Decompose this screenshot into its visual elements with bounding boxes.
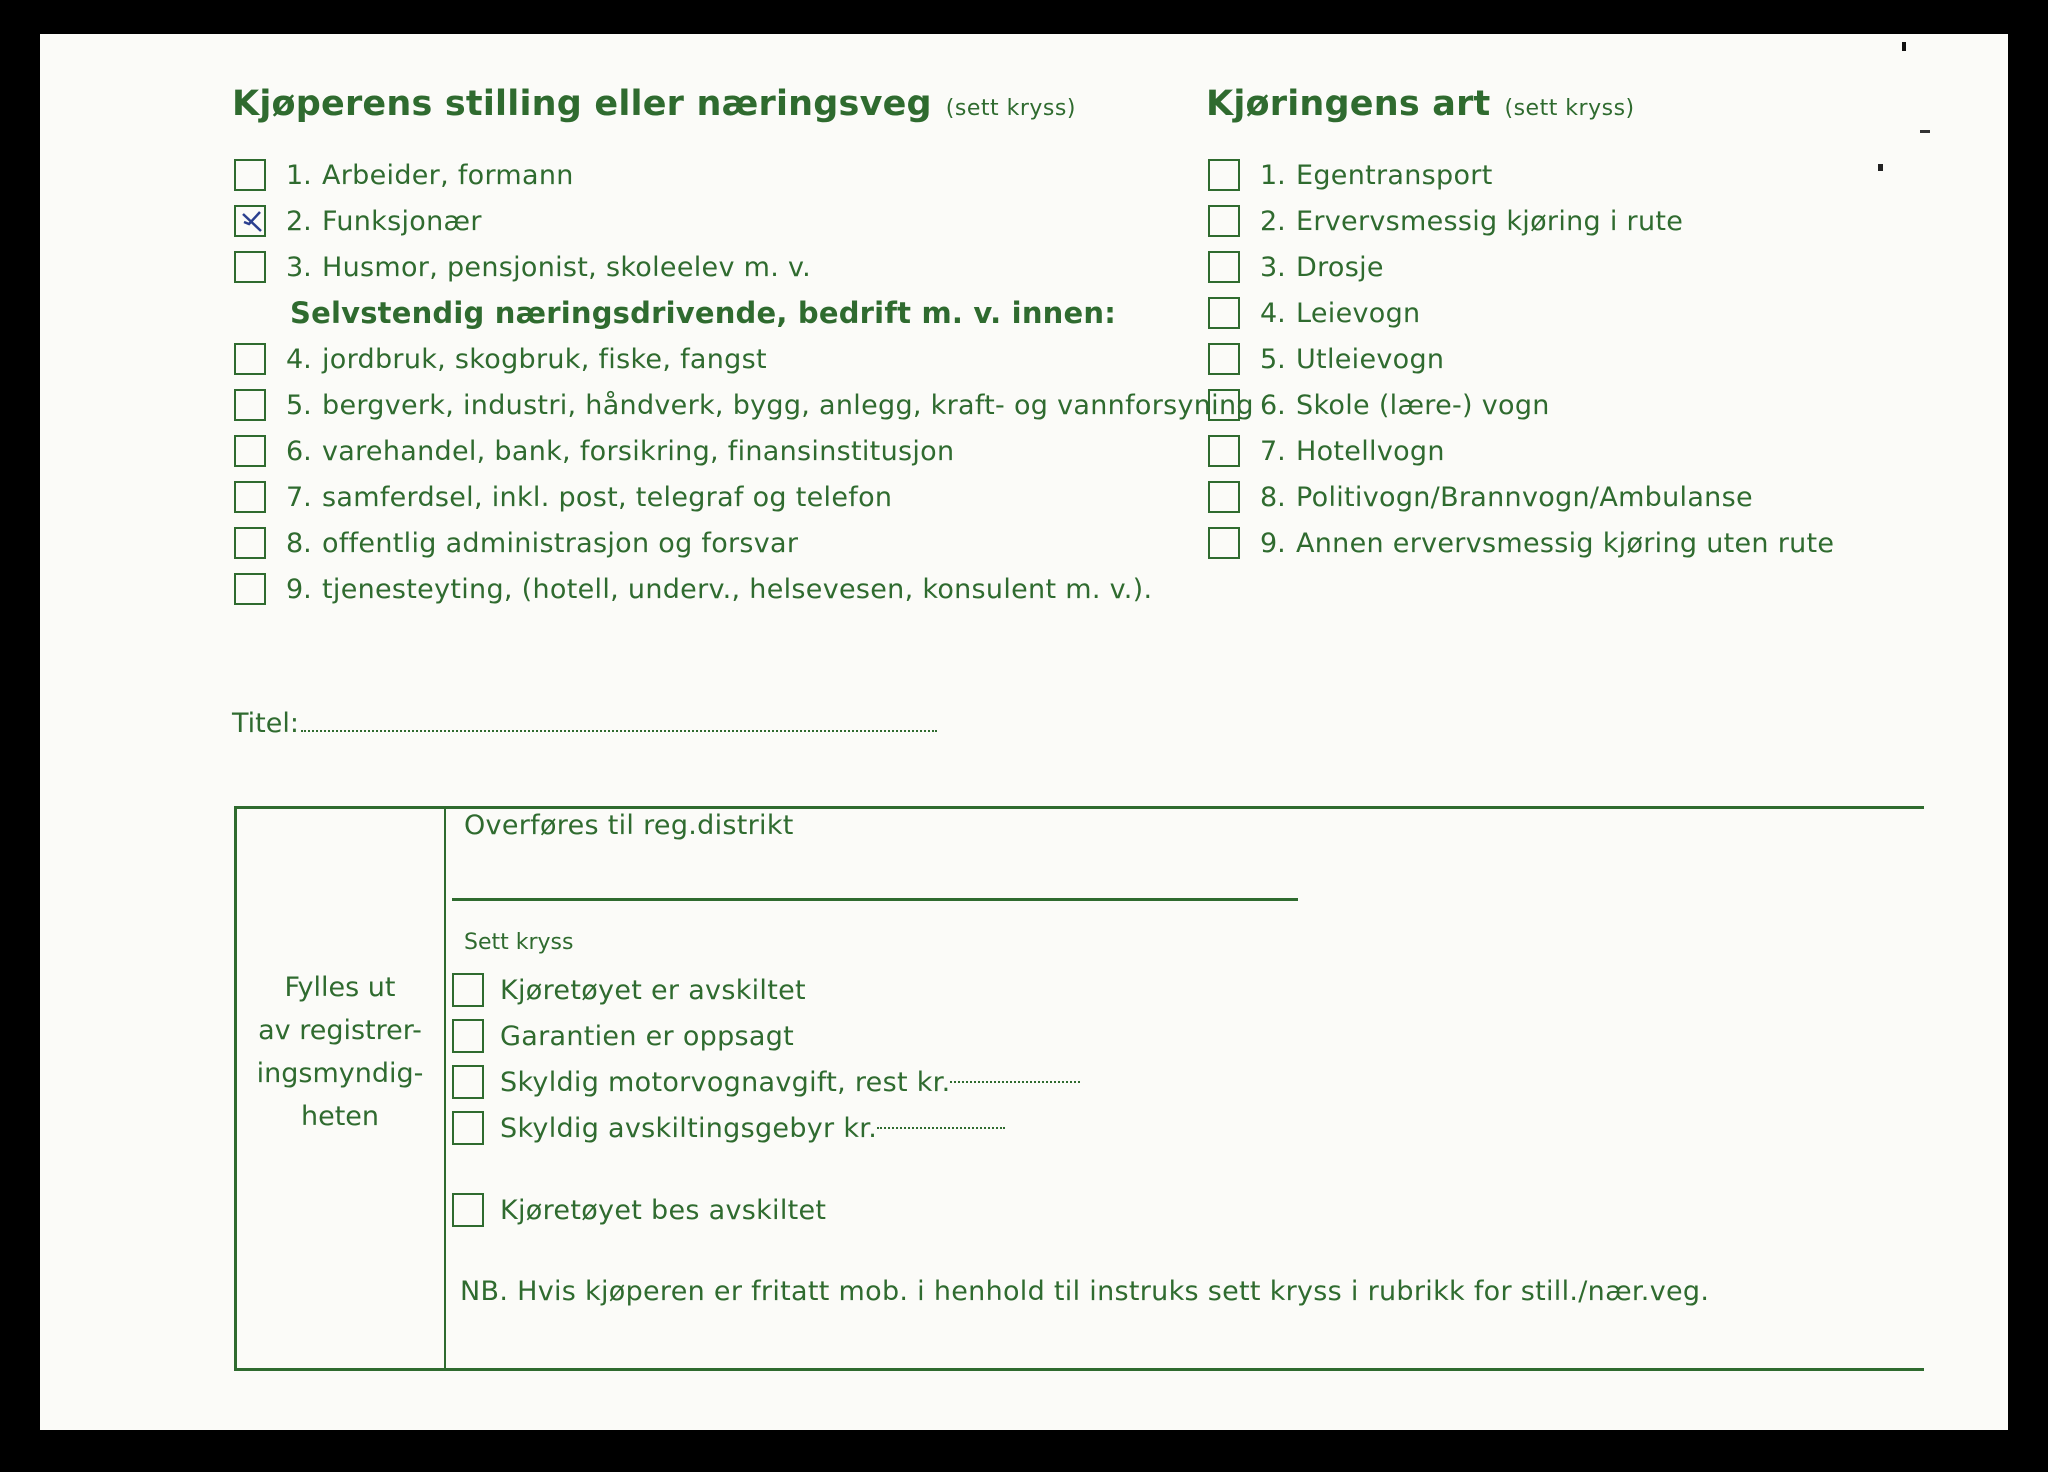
- box-top-border: [234, 806, 1924, 809]
- occupation-checkbox-6[interactable]: [234, 435, 266, 467]
- option-number: 4.: [1260, 297, 1286, 329]
- registration-checkbox-1[interactable]: [452, 973, 484, 1007]
- transfer-label: Overføres til reg.distrikt: [464, 810, 794, 841]
- driving-checkbox-4[interactable]: [1208, 297, 1240, 329]
- sett-kryss-label: Sett kryss: [464, 930, 574, 955]
- occupation-checkbox-1[interactable]: [234, 159, 266, 191]
- scan-speck: [1920, 130, 1930, 133]
- right-heading-note: (sett kryss): [1504, 96, 1635, 121]
- titel-input-line[interactable]: [301, 730, 937, 732]
- registration-option-4: [452, 1108, 1005, 1148]
- option-number: 7.: [1260, 435, 1286, 467]
- left-heading-note: (sett kryss): [945, 96, 1076, 121]
- option-number: 5.: [1260, 343, 1286, 375]
- option-number: 4.: [286, 343, 312, 375]
- driving-option-1: [1208, 156, 1493, 194]
- driving-option-8: [1208, 478, 1753, 516]
- driving-checkbox-8[interactable]: [1208, 481, 1240, 513]
- left-heading-text: Kjøperens stilling eller næringsveg: [232, 84, 932, 124]
- option-number: 6.: [286, 435, 312, 467]
- option-label: Arbeider, formann: [322, 159, 574, 191]
- occupation-option-9: [234, 570, 1152, 608]
- occupation-checkbox-7[interactable]: [234, 481, 266, 513]
- transfer-input-line[interactable]: [452, 898, 1298, 901]
- option-number: 9.: [1260, 527, 1286, 559]
- registration-option-label: Garantien er oppsagt: [500, 1020, 795, 1052]
- occupation-option-7: [234, 478, 892, 516]
- form-card: [40, 34, 2008, 1430]
- option-label: Ervervsmessig kjøring i rute: [1296, 205, 1684, 237]
- scan-speck: [1878, 164, 1883, 171]
- driving-option-4: [1208, 294, 1420, 332]
- driving-checkbox-3[interactable]: [1208, 251, 1240, 283]
- occupation-checkbox-5[interactable]: [234, 389, 266, 421]
- registration-checkbox-4[interactable]: [452, 1111, 484, 1145]
- titel-row: [232, 708, 937, 739]
- scan-speck: [1902, 42, 1906, 51]
- left-heading: [232, 84, 1076, 124]
- option-label: Utleievogn: [1296, 343, 1445, 375]
- occupation-option-8: [234, 524, 798, 562]
- registration-option-label: Kjøretøyet bes avskiltet: [500, 1194, 827, 1226]
- option-label: offentlig administrasjon og forsvar: [322, 527, 799, 559]
- option-label: Husmor, pensjonist, skoleelev m. v.: [322, 251, 812, 283]
- amount-input-line[interactable]: [950, 1081, 1080, 1083]
- registration-option-2: [452, 1016, 794, 1056]
- option-label: Hotellvogn: [1296, 435, 1445, 467]
- option-number: 1.: [286, 159, 312, 191]
- registration-option-label: Skyldig motorvognavgift, rest kr.: [500, 1066, 951, 1098]
- option-label: Drosje: [1296, 251, 1384, 283]
- driving-option-3: [1208, 248, 1384, 286]
- driving-checkbox-9[interactable]: [1208, 527, 1240, 559]
- occupation-checkbox-8[interactable]: [234, 527, 266, 559]
- registration-option-1: [452, 970, 806, 1010]
- self-employed-subheading: Selvstendig næringsdrivende, bedrift m. v. innen:: [290, 296, 1117, 330]
- side-label-line: ingsmyndig-: [256, 1058, 424, 1089]
- driving-checkbox-7[interactable]: [1208, 435, 1240, 467]
- registration-option-5: [452, 1190, 826, 1230]
- option-label: jordbruk, skogbruk, fiske, fangst: [322, 343, 767, 375]
- option-label: Leievogn: [1296, 297, 1421, 329]
- option-label: bergverk, industri, håndverk, bygg, anlegg, kraft- og vannforsyning: [322, 389, 1254, 421]
- registration-checkbox-3[interactable]: [452, 1065, 484, 1099]
- driving-option-9: [1208, 524, 1834, 562]
- driving-option-2: [1208, 202, 1683, 240]
- occupation-option-2: [234, 202, 482, 240]
- box-divider: [444, 806, 446, 1368]
- driving-checkbox-5[interactable]: [1208, 343, 1240, 375]
- option-number: 2.: [286, 205, 312, 237]
- option-label: Egentransport: [1296, 159, 1493, 191]
- option-label: samferdsel, inkl. post, telegraf og telefon: [322, 481, 893, 513]
- occupation-option-4: [234, 340, 767, 378]
- driving-checkbox-1[interactable]: [1208, 159, 1240, 191]
- occupation-option-1: [234, 156, 574, 194]
- registration-option-label: Kjøretøyet er avskiltet: [500, 974, 806, 1006]
- option-label: Funksjonær: [322, 205, 482, 237]
- option-label: varehandel, bank, forsikring, finansinstitusjon: [322, 435, 955, 467]
- side-label-line: av registrer-: [258, 1015, 422, 1046]
- driving-option-7: [1208, 432, 1445, 470]
- box-left-border: [234, 806, 237, 1371]
- occupation-option-5: [234, 386, 1254, 424]
- right-heading: [1206, 84, 1635, 124]
- nb-note: NB. Hvis kjøperen er fritatt mob. i henhold til instruks sett kryss i rubrikk for still./nær.veg.: [460, 1276, 1710, 1307]
- option-label: tjenesteyting, (hotell, underv., helsevesen, konsulent m. v.).: [322, 573, 1153, 605]
- option-number: 8.: [286, 527, 312, 559]
- registration-authority-label: [240, 966, 440, 1138]
- titel-label: Titel:: [232, 708, 299, 739]
- right-heading-text: Kjøringens art: [1206, 84, 1491, 124]
- occupation-option-3: [234, 248, 811, 286]
- option-label: Skole (lære-) vogn: [1296, 389, 1550, 421]
- option-number: 1.: [1260, 159, 1286, 191]
- handwritten-x-mark-icon: [239, 209, 265, 235]
- option-number: 9.: [286, 573, 312, 605]
- side-label-line: heten: [300, 1101, 380, 1132]
- option-label: Annen ervervsmessig kjøring uten rute: [1296, 527, 1835, 559]
- fee-input-line[interactable]: [877, 1127, 1005, 1129]
- option-number: 3.: [1260, 251, 1286, 283]
- occupation-option-6: [234, 432, 954, 470]
- driving-option-5: [1208, 340, 1444, 378]
- option-number: 6.: [1260, 389, 1286, 421]
- option-number: 5.: [286, 389, 312, 421]
- option-number: 3.: [286, 251, 312, 283]
- occupation-checkbox-4[interactable]: [234, 343, 266, 375]
- registration-checkbox-5[interactable]: [452, 1193, 484, 1227]
- option-label: Politivogn/Brannvogn/Ambulanse: [1296, 481, 1753, 513]
- registration-option-label: Skyldig avskiltingsgebyr kr.: [500, 1112, 878, 1144]
- driving-option-6: [1208, 386, 1550, 424]
- driving-checkbox-6[interactable]: [1208, 389, 1240, 421]
- registration-checkbox-2[interactable]: [452, 1019, 484, 1053]
- option-number: 2.: [1260, 205, 1286, 237]
- occupation-checkbox-2[interactable]: [234, 205, 266, 237]
- side-label-line: Fylles ut: [284, 972, 396, 1003]
- occupation-checkbox-9[interactable]: [234, 573, 266, 605]
- option-number: 7.: [286, 481, 312, 513]
- occupation-checkbox-3[interactable]: [234, 251, 266, 283]
- driving-checkbox-2[interactable]: [1208, 205, 1240, 237]
- registration-option-3: [452, 1062, 1080, 1102]
- box-bottom-border: [234, 1368, 1924, 1371]
- option-number: 8.: [1260, 481, 1286, 513]
